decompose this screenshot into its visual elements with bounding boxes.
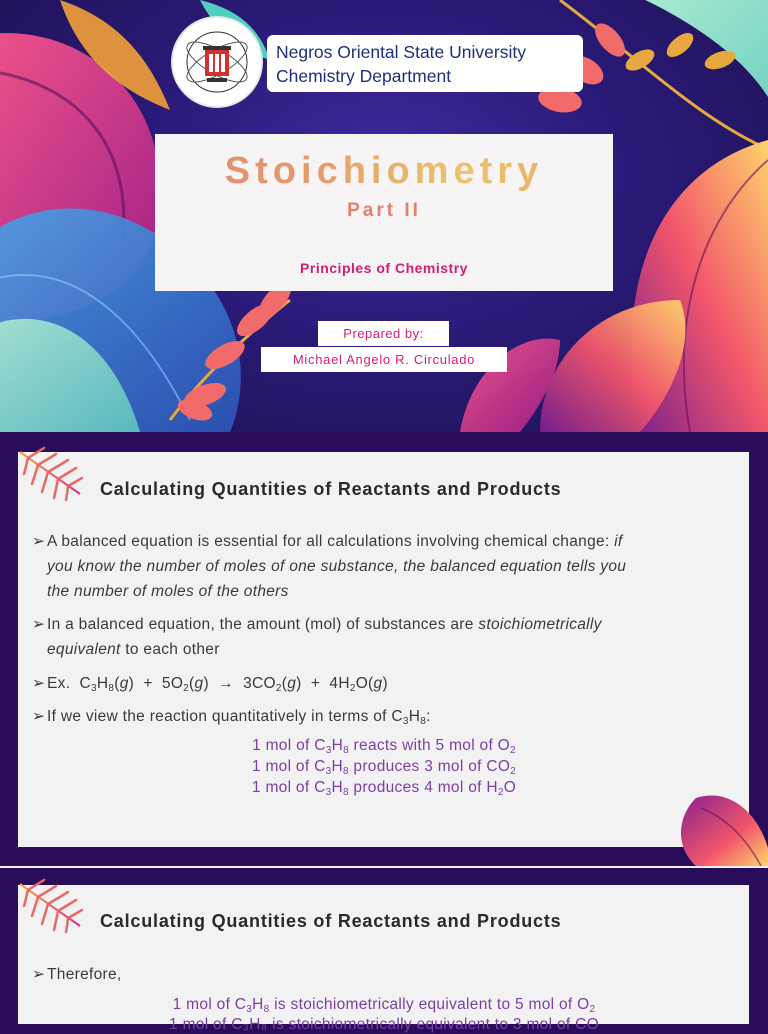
- corner-leaf-icon: [676, 788, 768, 866]
- mol-relation-2-text: produces 3 mol of CO: [348, 758, 511, 775]
- mol-relation-1-text: reacts with 5 mol of O: [348, 737, 511, 754]
- bullet-1-italic-b: you know the number of moles of one substance, the balanced equation tells you: [47, 558, 627, 575]
- bullet-arrow-icon: ➢: [32, 966, 46, 983]
- title-slide: [0, 0, 768, 432]
- mol-relation-1: 1 mol of $C_3H_8$ reacts with 5 mol of $O_2$: [252, 737, 516, 756]
- fern-leaf-icon: [14, 442, 86, 502]
- bullet-2-text: In a balanced equation, the amount (mol) of substances are: [47, 616, 479, 633]
- fern-leaf-icon: [14, 874, 86, 934]
- university-name: Negros Oriental State University: [276, 42, 526, 62]
- department-name: Chemistry Department: [276, 66, 452, 86]
- bullet-1-italic-c: the number of moles of the others: [47, 583, 289, 600]
- university-logo: [173, 18, 261, 106]
- mol-prefix: 1 mol of C: [251, 758, 326, 775]
- bullet-1: [32, 529, 732, 604]
- equivalence-1-text: is stoichiometrically equivalent to 5 mol of O: [269, 996, 590, 1013]
- mol-relation-3: 1 mol of $C_3H_8$ produces 4 mol of $H_2O$: [251, 779, 517, 798]
- mol-prefix: 1 mol of C: [252, 737, 326, 754]
- bullet-2: [32, 612, 732, 662]
- therefore-text: Therefore,: [47, 966, 122, 983]
- bullet-2-tail: to each other: [120, 641, 220, 658]
- equivalence-1: 1 mol of $C_3H_8$ is stoichiometrically equivalent to 5 mol of $O_2$: [172, 996, 596, 1015]
- equivalence-2: 1 mol of C₃H₈ is stoichiometrically equivalent to 3 mol of CO: [169, 1016, 599, 1033]
- prepared-by-label: Prepared by:: [343, 326, 424, 341]
- section-heading: Calculating Quantities of Reactants and Products: [100, 479, 562, 499]
- mol-relation-3-text: produces 4 mol of H: [348, 779, 498, 796]
- bullet-4-text: If we view the reaction quantitatively in terms of C: [47, 708, 403, 725]
- slide-part: Part II: [347, 200, 421, 221]
- bullet-2-italic: stoichiometrically: [478, 616, 602, 633]
- example-label: Ex.: [47, 675, 71, 692]
- bullet-arrow-icon: ➢: [32, 708, 46, 725]
- bullet-arrow-icon: ➢: [32, 675, 46, 692]
- course-name: Principles of Chemistry: [300, 260, 468, 276]
- bullet-1-italic-a: if: [614, 533, 623, 550]
- bullet-2-italic-b: equivalent: [47, 641, 121, 658]
- slide-title: Stoichiometry: [0, 150, 768, 193]
- mol-relation-2: 1 mol of $C_3H_8$ produces 3 mol of $CO_2$: [251, 758, 517, 777]
- author-name: Michael Angelo R. Circulado: [292, 352, 476, 367]
- slide-divider: [0, 866, 768, 868]
- bullet-arrow-icon: ➢: [32, 616, 46, 633]
- bullet-arrow-icon: ➢: [32, 533, 46, 550]
- bullet-therefore: [32, 962, 732, 987]
- bullet-4: ➢ If we view the reaction quantitatively in terms of $C_3H_8$:: [32, 704, 732, 729]
- section-heading-2: Calculating Quantities of Reactants and Products: [100, 911, 562, 931]
- bullet-3-equation: ➢ Ex. $C_3H_8(g) + 5O_2(g) \to 3CO_2(g) + 4H_2O(g)$: [32, 671, 732, 696]
- mol-relation-3-tail: O: [503, 779, 517, 796]
- equivalence-prefix: 1 mol of C: [172, 996, 247, 1013]
- mol-prefix: 1 mol of C: [251, 779, 326, 796]
- bullet-1-text: A balanced equation is essential for all calculations involving chemical change:: [47, 533, 615, 550]
